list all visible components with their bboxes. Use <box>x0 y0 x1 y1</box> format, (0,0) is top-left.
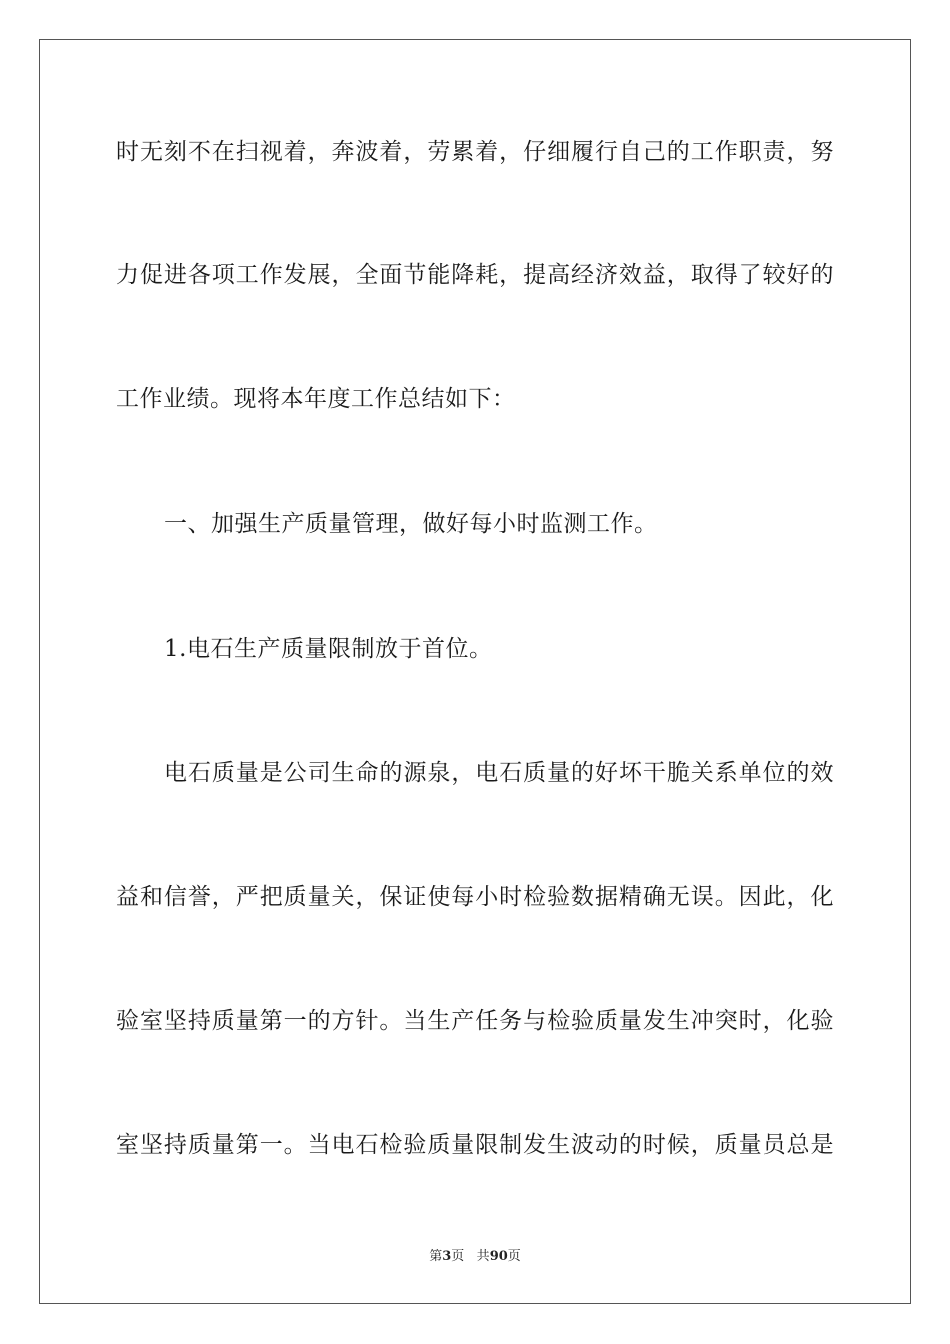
total-suffix: 页 <box>507 1249 521 1264</box>
page-suffix: 页 <box>451 1249 465 1264</box>
subsection-heading: 1.电石生产质量限制放于首位。 <box>164 636 493 662</box>
total-prefix: 共 <box>476 1249 490 1264</box>
page-prefix: 第 <box>429 1249 443 1264</box>
body-text-line: 时无刻不在扫视着，奔波着，劳累着，仔细履行自己的工作职责，努 <box>116 139 834 165</box>
section-heading: 一、加强生产质量管理，做好每小时监测工作。 <box>164 511 658 537</box>
body-text-line: 工作业绩。现将本年度工作总结如下： <box>116 386 516 412</box>
page-border <box>39 39 911 1304</box>
body-text-line: 电石质量是公司生命的源泉，电石质量的好坏干脆关系单位的效 <box>164 760 834 786</box>
body-text-line: 室坚持质量第一。当电石检验质量限制发生波动的时候，质量员总是 <box>116 1132 834 1158</box>
page-footer <box>0 1248 950 1266</box>
body-text-line: 益和信誉，严把质量关，保证使每小时检验数据精确无误。因此，化 <box>116 884 834 910</box>
total-pages: 90 <box>489 1249 508 1264</box>
body-text-line: 验室坚持质量第一的方针。当生产任务与检验质量发生冲突时，化验 <box>116 1008 834 1034</box>
body-text-line: 力促进各项工作发展，全面节能降耗，提高经济效益，取得了较好的 <box>116 262 834 288</box>
page-number: 3 <box>442 1249 452 1264</box>
